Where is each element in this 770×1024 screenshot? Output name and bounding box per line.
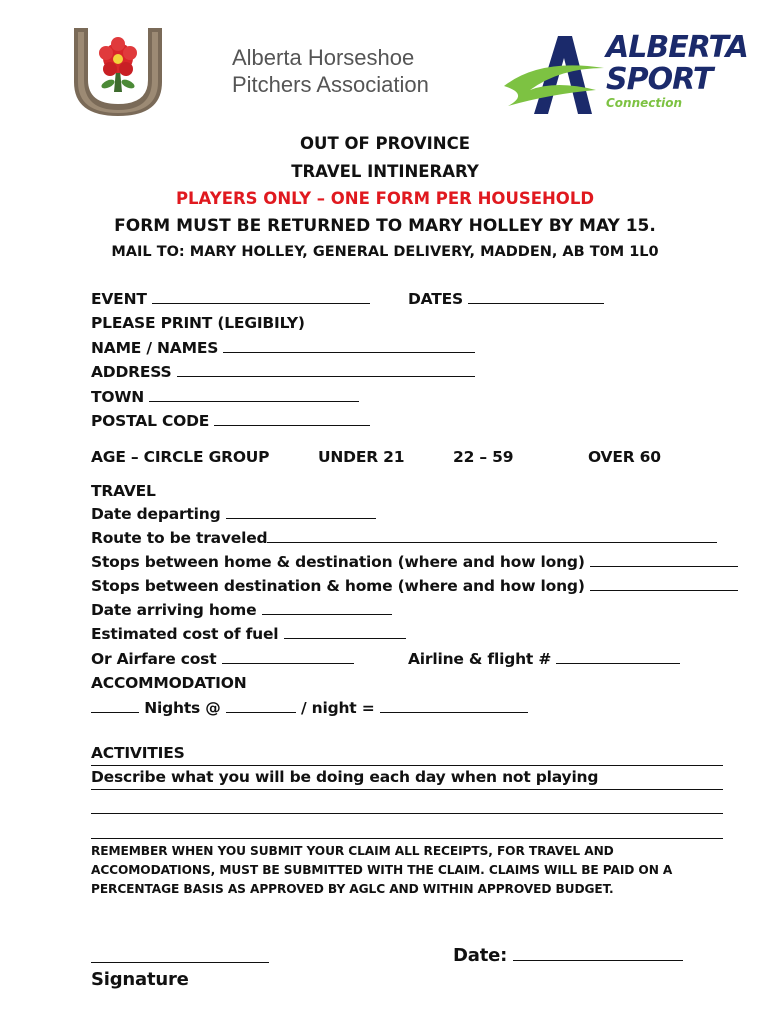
- sport-a-icon: [500, 28, 610, 120]
- names-field: [91, 339, 475, 357]
- activities-rule-4[interactable]: [91, 838, 723, 839]
- address-blank[interactable]: [177, 364, 475, 377]
- address-field: [91, 363, 475, 381]
- town-label: TOWN: [91, 388, 145, 406]
- date-blank[interactable]: [513, 946, 683, 961]
- per-night-label: / night =: [300, 699, 375, 717]
- age-22-59[interactable]: 22 – 59: [453, 448, 514, 466]
- ahpa-logo-text: [232, 44, 429, 98]
- date-field: [453, 945, 683, 966]
- activities-describe: Describe what you will be doing each day when not playing: [91, 768, 599, 786]
- airline-field: [408, 650, 680, 668]
- activities-rule-3[interactable]: [91, 813, 723, 814]
- age-label: AGE – CIRCLE GROUP: [91, 448, 270, 466]
- accommodation-heading: ACCOMMODATION: [91, 674, 247, 692]
- route-label: Route to be traveled: [91, 529, 268, 547]
- age-over-60[interactable]: OVER 60: [588, 448, 661, 466]
- horseshoe-rose-icon: [68, 22, 168, 118]
- airline-blank[interactable]: [556, 651, 680, 664]
- title-line2: TRAVEL INTINERARY: [291, 162, 479, 181]
- signature-label: Signature: [91, 969, 189, 990]
- asc-line1: ALBERTA: [606, 30, 748, 65]
- fuel-blank[interactable]: [284, 626, 406, 639]
- postal-label: POSTAL CODE: [91, 412, 210, 430]
- nights-count-blank[interactable]: [91, 700, 139, 713]
- age-under-21[interactable]: UNDER 21: [318, 448, 405, 466]
- stops-back-blank[interactable]: [590, 578, 738, 591]
- departing-blank[interactable]: [226, 506, 376, 519]
- town-field: [91, 388, 359, 406]
- event-label: EVENT: [91, 290, 147, 308]
- asc-wordmark: [606, 32, 748, 110]
- stops-out-field: [91, 553, 738, 571]
- asc-logo: [500, 28, 748, 120]
- accommodation-total-blank[interactable]: [380, 700, 528, 713]
- signature-blank[interactable]: [91, 962, 269, 963]
- title-line3: PLAYERS ONLY – ONE FORM PER HOUSEHOLD: [175, 189, 595, 208]
- dates-label: DATES: [408, 290, 463, 308]
- postal-field: [91, 412, 370, 430]
- nightly-rate-blank[interactable]: [226, 700, 296, 713]
- ahpa-line2: Pitchers Association: [232, 72, 429, 97]
- departing-label: Date departing: [91, 505, 221, 523]
- title-line5: MAIL TO: MARY HOLLEY, GENERAL DELIVERY, MADDEN, AB T0M 1L0: [111, 244, 659, 260]
- title-line1: OUT OF PROVINCE: [300, 134, 470, 153]
- dates-blank[interactable]: [468, 291, 604, 304]
- event-field: [91, 290, 370, 308]
- arriving-field: [91, 601, 392, 619]
- airfare-blank[interactable]: [222, 651, 354, 664]
- activities-heading: ACTIVITIES: [91, 744, 185, 762]
- stops-back-label: Stops between destination & home (where and how long): [91, 577, 585, 595]
- arriving-blank[interactable]: [262, 602, 392, 615]
- stops-out-label: Stops between home & destination (where and how long): [91, 553, 585, 571]
- airline-label: Airline & flight #: [408, 650, 552, 668]
- route-blank[interactable]: [267, 530, 717, 543]
- route-field: [91, 529, 717, 547]
- airfare-field: [91, 650, 354, 668]
- activities-rule-2[interactable]: [91, 789, 723, 790]
- print-note: PLEASE PRINT (LEGIBILY): [91, 314, 305, 332]
- town-blank[interactable]: [149, 389, 359, 402]
- dates-field: [408, 290, 604, 308]
- airfare-label: Or Airfare cost: [91, 650, 217, 668]
- title-line4: FORM MUST BE RETURNED TO MARY HOLLEY BY MAY 15.: [114, 216, 656, 236]
- nights-field: [91, 699, 528, 717]
- date-label: Date:: [453, 945, 508, 966]
- stops-back-field: [91, 577, 738, 595]
- fuel-label: Estimated cost of fuel: [91, 625, 279, 643]
- address-label: ADDRESS: [91, 363, 172, 381]
- stops-out-blank[interactable]: [590, 554, 738, 567]
- asc-line3: Connection: [606, 96, 683, 110]
- departing-field: [91, 505, 376, 523]
- postal-blank[interactable]: [214, 413, 370, 426]
- arriving-label: Date arriving home: [91, 601, 257, 619]
- fuel-field: [91, 625, 406, 643]
- ahpa-logo: [68, 22, 168, 118]
- nights-label: Nights @: [144, 699, 221, 717]
- names-label: NAME / NAMES: [91, 339, 219, 357]
- event-blank[interactable]: [152, 291, 370, 304]
- activities-rule-1: [91, 765, 723, 766]
- travel-heading: TRAVEL: [91, 482, 156, 500]
- receipts-notice: REMEMBER WHEN YOU SUBMIT YOUR CLAIM ALL RECEIPTS, FOR TRAVEL AND ACCOMODATIONS, MUST BE SUBMITTED WITH THE CLAIM. CLAIMS WILL BE PAID ON A PERCENTAGE BASIS AS APPROVED BY AGLC AND WITHIN APPROVED BUDGET.: [91, 844, 673, 896]
- asc-line2: SPORT: [606, 62, 713, 97]
- names-blank[interactable]: [223, 340, 475, 353]
- ahpa-line1: Alberta Horseshoe: [232, 45, 415, 70]
